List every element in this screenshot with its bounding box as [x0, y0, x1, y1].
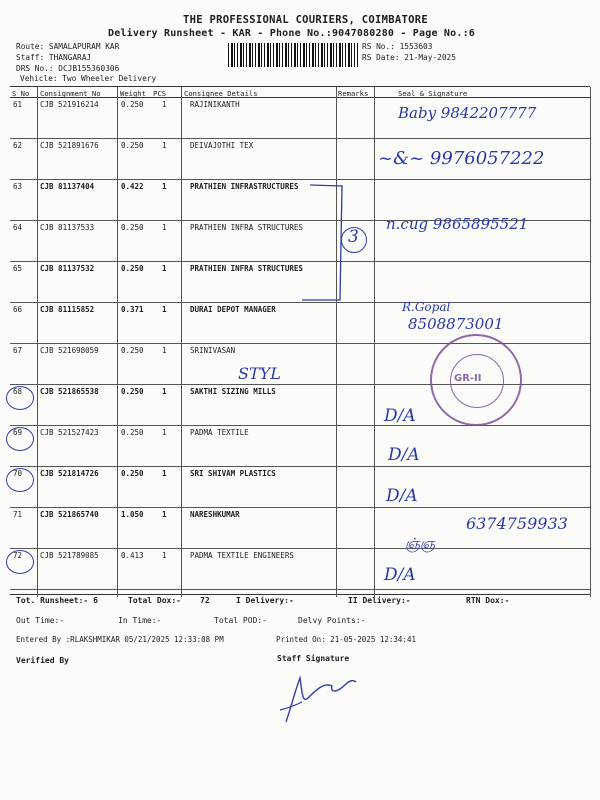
circled-sno: [6, 468, 34, 492]
row-sno: 64: [13, 223, 23, 232]
row-weight: 0.250: [121, 387, 144, 396]
row-pcs: 1: [162, 551, 167, 560]
row-weight: 0.371: [121, 305, 144, 314]
col-header-seal: Seal & Signature: [398, 89, 468, 98]
row-sno: 68: [13, 387, 23, 396]
stamp-text: GR-II: [454, 373, 482, 384]
row-sno: 71: [13, 510, 23, 519]
col-header-weight: Weight: [120, 89, 146, 98]
route-key: Route:: [16, 42, 45, 51]
handwritten-sign: STYL: [238, 364, 281, 383]
row-consignment-no: CJB 521865538: [40, 387, 99, 396]
row-weight: 1.050: [121, 510, 144, 519]
row-pcs: 1: [162, 223, 167, 232]
row-consignment-no: CJB 81137532: [40, 264, 95, 273]
row-pcs: 1: [162, 510, 167, 519]
row-consignment-no: CJB 521698059: [40, 346, 99, 355]
row-consignee: NARESHKUMAR: [190, 510, 240, 519]
in-time: In Time:-: [118, 616, 162, 625]
entered-by: Entered By :RLAKSHMIKAR 05/21/2025 12:33:08 PM: [16, 635, 224, 644]
handwritten-3: 3: [348, 227, 359, 247]
row-consignee: PADMA TEXTILE: [190, 428, 249, 437]
row-weight: 0.250: [121, 346, 144, 355]
tot-runsheet: Tot. Runsheet:- 6: [16, 596, 98, 605]
row-consignee: PRATHIEN INFRA STRUCTURES: [190, 264, 303, 273]
row-consignment-no: CJB 81137404: [40, 182, 95, 191]
row-weight: 0.422: [121, 182, 144, 191]
row-consignee: PRATHIEN INFRA STRUCTURES: [190, 223, 303, 232]
ii-delivery: II Delivery:-: [348, 596, 411, 605]
row-sno: 63: [13, 182, 23, 191]
rs-no-label: [362, 42, 432, 51]
handwritten-scribble: ஞ்ஞ: [405, 536, 436, 552]
table-row: [10, 466, 590, 508]
row-consignment-no: CJB 521814726: [40, 469, 99, 478]
handwritten-bracket: [300, 182, 348, 304]
row-pcs: 1: [162, 141, 167, 150]
row-consignment-no: CJB 521891676: [40, 141, 99, 150]
row-consignee: DEIVAJOTHI TEX: [190, 141, 254, 150]
rs-date-label: [362, 53, 456, 62]
handwritten-sign: ~&~ 9976057222: [378, 148, 545, 169]
route-label: [16, 42, 119, 51]
row-sno: 65: [13, 264, 23, 273]
row-pcs: 1: [162, 264, 167, 273]
circled-sno: [6, 427, 34, 451]
vehicle-key: Vehicle:: [20, 74, 58, 83]
verified-by: Verified By: [16, 656, 69, 665]
handwritten-sign: D/A: [384, 565, 416, 585]
row-pcs: 1: [162, 428, 167, 437]
row-pcs: 1: [162, 346, 167, 355]
row-weight: 0.250: [121, 469, 144, 478]
company-title: THE PROFESSIONAL COURIERS, COIMBATORE: [183, 14, 428, 26]
row-consignment-no: CJB 521916214: [40, 100, 99, 109]
row-consignment-no: CJB 521865740: [40, 510, 99, 519]
row-consignment-no: CJB 521789085: [40, 551, 99, 560]
handwritten-sign: R.Gopal: [402, 300, 451, 314]
row-weight: 0.413: [121, 551, 144, 560]
route-value: SAMALAPURAM KAR: [48, 42, 120, 51]
total-dox-label: Total Dox:-: [128, 596, 181, 605]
handwritten-sign: Baby 9842207777: [398, 104, 537, 122]
row-sno: 72: [13, 551, 23, 560]
table-top-line: [10, 86, 590, 87]
staff-value: THANGARAJ: [48, 53, 92, 62]
row-sno: 61: [13, 100, 23, 109]
runsheet-subtitle: Delivery Runsheet - KAR - Phone No.:9047080280 - Page No.:6: [108, 28, 476, 39]
row-pcs: 1: [162, 182, 167, 191]
out-time: Out Time:-: [16, 616, 65, 625]
row-sno: 70: [13, 469, 23, 478]
total-pod: Total POD:-: [214, 616, 267, 625]
printed-on: Printed On: 21-05-2025 12:34:41: [276, 635, 416, 644]
row-pcs: 1: [162, 100, 167, 109]
row-pcs: 1: [162, 387, 167, 396]
vehicle-label: [20, 74, 156, 83]
handwritten-sign: D/A: [386, 486, 418, 506]
company-stamp: [430, 334, 522, 426]
row-sno: 62: [13, 141, 23, 150]
drs-value: DCJB155360306: [58, 64, 120, 73]
row-consignee: DURAI DEPOT MANAGER: [190, 305, 276, 314]
row-consignment-no: CJB 81115852: [40, 305, 95, 314]
row-consignee: SAKTHI SIZING MILLS: [190, 387, 276, 396]
row-weight: 0.250: [121, 141, 144, 150]
row-sno: 67: [13, 346, 23, 355]
row-consignment-no: CJB 521527423: [40, 428, 99, 437]
drs-label: [16, 64, 119, 73]
col-header-sno: S No: [12, 89, 30, 98]
rtn-dox: RTN Dox:-: [466, 596, 510, 605]
drs-key: DRS No.:: [16, 64, 54, 73]
col-header-remarks: Remarks: [338, 89, 369, 98]
staff-signature: [272, 664, 362, 730]
handwritten-sign: n.cug 9865895521: [386, 215, 529, 233]
staff-label: [16, 53, 91, 62]
staff-signature-label: Staff Signature: [277, 654, 350, 663]
rs-no-value: 1553603: [399, 42, 433, 51]
col-header-consignee: Consignee Details: [184, 89, 258, 98]
staff-key: Staff:: [16, 53, 45, 62]
table-bottom-line: [10, 594, 590, 595]
table-row: [10, 548, 590, 590]
row-consignee: PADMA TEXTILE ENGINEERS: [190, 551, 294, 560]
row-sno: 66: [13, 305, 23, 314]
col-header-pcs: PCS: [153, 89, 166, 98]
handwritten-sign: D/A: [388, 445, 420, 465]
row-weight: 0.250: [121, 223, 144, 232]
row-pcs: 1: [162, 305, 167, 314]
row-consignee: RAJINIKANTH: [190, 100, 240, 109]
row-weight: 0.250: [121, 264, 144, 273]
rs-date-value: 21-May-2025: [404, 53, 456, 62]
handwritten-sign: D/A: [384, 406, 416, 426]
vehicle-value: Two Wheeler Delivery: [62, 74, 157, 83]
circled-sno: [6, 386, 34, 410]
table-row: [10, 425, 590, 467]
col-divider: [590, 87, 591, 597]
col-header-consignment: Consignment No: [40, 89, 101, 98]
row-weight: 0.250: [121, 428, 144, 437]
rs-no-key: RS No.:: [362, 42, 395, 51]
row-sno: 69: [13, 428, 23, 437]
row-consignment-no: CJB 81137533: [40, 223, 95, 232]
handwritten-sign: 6374759933: [466, 514, 568, 533]
rs-date-key: RS Date:: [362, 53, 400, 62]
total-dox-value: 72: [200, 596, 210, 605]
delvy-points: Delvy Points:-: [298, 616, 366, 625]
row-consignee: SRINIVASAN: [190, 346, 236, 355]
row-pcs: 1: [162, 469, 167, 478]
i-delivery: I Delivery:-: [236, 596, 294, 605]
barcode: [228, 43, 358, 67]
handwritten-sign: 8508873001: [408, 315, 504, 333]
row-weight: 0.250: [121, 100, 144, 109]
row-consignee: PRATHIEN INFRASTRUCTURES: [190, 182, 299, 191]
row-consignee: SRI SHIVAM PLASTICS: [190, 469, 276, 478]
circled-sno: [6, 550, 34, 574]
